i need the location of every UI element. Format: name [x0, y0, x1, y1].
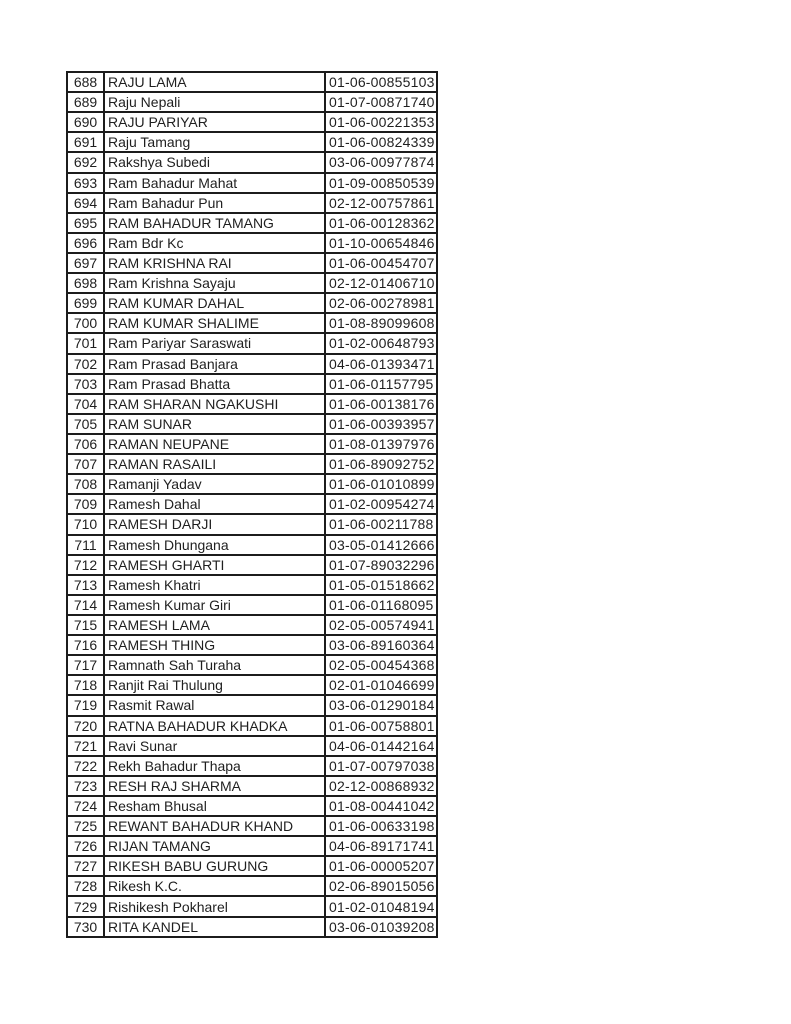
registration-id-cell: 01-06-00758801	[325, 716, 437, 736]
serial-number-cell: 718	[67, 675, 104, 695]
name-cell: RAM BAHADUR TAMANG	[104, 213, 325, 233]
table-row	[67, 92, 437, 112]
name-cell: Ravi Sunar	[104, 736, 325, 756]
roster-table-body	[67, 72, 437, 937]
table-row	[67, 595, 437, 615]
registration-id-cell: 02-06-89015056	[325, 876, 437, 896]
table-row	[67, 575, 437, 595]
registration-id-cell: 01-02-00954274	[325, 494, 437, 514]
serial-number-cell: 723	[67, 776, 104, 796]
registration-id-cell: 02-05-00574941	[325, 615, 437, 635]
roster-table	[66, 71, 438, 938]
table-row	[67, 695, 437, 715]
serial-number-cell: 717	[67, 655, 104, 675]
table-row	[67, 535, 437, 555]
name-cell: Ram Bdr Kc	[104, 233, 325, 253]
registration-id-cell: 04-06-01442164	[325, 736, 437, 756]
name-cell: RAMESH DARJI	[104, 514, 325, 534]
name-cell: RAMAN NEUPANE	[104, 434, 325, 454]
serial-number-cell: 726	[67, 836, 104, 856]
table-row	[67, 253, 437, 273]
table-row	[67, 816, 437, 836]
table-row	[67, 776, 437, 796]
registration-id-cell: 01-06-00005207	[325, 856, 437, 876]
table-row	[67, 514, 437, 534]
table-row	[67, 333, 437, 353]
table-row	[67, 555, 437, 575]
table-row	[67, 152, 437, 172]
serial-number-cell: 716	[67, 635, 104, 655]
name-cell: Rishikesh Pokharel	[104, 896, 325, 916]
serial-number-cell: 702	[67, 354, 104, 374]
name-cell: Raju Tamang	[104, 132, 325, 152]
table-row	[67, 655, 437, 675]
registration-id-cell: 01-02-01048194	[325, 896, 437, 916]
registration-id-cell: 01-06-01010899	[325, 474, 437, 494]
table-row	[67, 72, 437, 92]
registration-id-cell: 01-08-00441042	[325, 796, 437, 816]
name-cell: RAM KUMAR SHALIME	[104, 313, 325, 333]
serial-number-cell: 690	[67, 112, 104, 132]
registration-id-cell: 02-12-01406710	[325, 273, 437, 293]
registration-id-cell: 02-12-00757861	[325, 193, 437, 213]
table-row	[67, 756, 437, 776]
table-row	[67, 716, 437, 736]
registration-id-cell: 04-06-89171741	[325, 836, 437, 856]
registration-id-cell: 02-05-00454368	[325, 655, 437, 675]
registration-id-cell: 01-07-89032296	[325, 555, 437, 575]
name-cell: Ramesh Dhungana	[104, 535, 325, 555]
name-cell: RAM SUNAR	[104, 414, 325, 434]
table-row	[67, 414, 437, 434]
registration-id-cell: 01-05-01518662	[325, 575, 437, 595]
name-cell: Ram Prasad Banjara	[104, 354, 325, 374]
name-cell: RAM SHARAN NGAKUSHI	[104, 394, 325, 414]
serial-number-cell: 704	[67, 394, 104, 414]
registration-id-cell: 02-12-00868932	[325, 776, 437, 796]
name-cell: Ram Krishna Sayaju	[104, 273, 325, 293]
registration-id-cell: 01-06-00128362	[325, 213, 437, 233]
registration-id-cell: 03-06-89160364	[325, 635, 437, 655]
registration-id-cell: 01-08-89099608	[325, 313, 437, 333]
serial-number-cell: 688	[67, 72, 104, 92]
table-row	[67, 213, 437, 233]
name-cell: REWANT BAHADUR KHAND	[104, 816, 325, 836]
table-row	[67, 233, 437, 253]
serial-number-cell: 724	[67, 796, 104, 816]
registration-id-cell: 01-06-00454707	[325, 253, 437, 273]
table-row	[67, 394, 437, 414]
serial-number-cell: 721	[67, 736, 104, 756]
serial-number-cell: 700	[67, 313, 104, 333]
name-cell: Rekh Bahadur Thapa	[104, 756, 325, 776]
serial-number-cell: 705	[67, 414, 104, 434]
serial-number-cell: 696	[67, 233, 104, 253]
serial-number-cell: 722	[67, 756, 104, 776]
table-row	[67, 917, 437, 937]
name-cell: RITA KANDEL	[104, 917, 325, 937]
table-row	[67, 132, 437, 152]
table-row	[67, 293, 437, 313]
registration-id-cell: 03-06-00977874	[325, 152, 437, 172]
table-row	[67, 112, 437, 132]
name-cell: Ram Pariyar Saraswati	[104, 333, 325, 353]
serial-number-cell: 689	[67, 92, 104, 112]
serial-number-cell: 725	[67, 816, 104, 836]
registration-id-cell: 04-06-01393471	[325, 354, 437, 374]
serial-number-cell: 728	[67, 876, 104, 896]
name-cell: Ramnath Sah Turaha	[104, 655, 325, 675]
name-cell: RAMESH GHARTI	[104, 555, 325, 575]
name-cell: RATNA BAHADUR KHADKA	[104, 716, 325, 736]
table-row	[67, 856, 437, 876]
table-row	[67, 454, 437, 474]
name-cell: RAJU PARIYAR	[104, 112, 325, 132]
name-cell: Raju Nepali	[104, 92, 325, 112]
name-cell: Ram Prasad Bhatta	[104, 374, 325, 394]
table-row	[67, 354, 437, 374]
serial-number-cell: 707	[67, 454, 104, 474]
name-cell: RAMESH LAMA	[104, 615, 325, 635]
registration-id-cell: 01-06-00633198	[325, 816, 437, 836]
serial-number-cell: 697	[67, 253, 104, 273]
name-cell: Rikesh K.C.	[104, 876, 325, 896]
registration-id-cell: 01-06-01168095	[325, 595, 437, 615]
serial-number-cell: 711	[67, 535, 104, 555]
registration-id-cell: 01-06-01157795	[325, 374, 437, 394]
table-row	[67, 675, 437, 695]
serial-number-cell: 699	[67, 293, 104, 313]
table-row	[67, 434, 437, 454]
name-cell: Ram Bahadur Pun	[104, 193, 325, 213]
table-row	[67, 273, 437, 293]
serial-number-cell: 729	[67, 896, 104, 916]
name-cell: RAMESH THING	[104, 635, 325, 655]
serial-number-cell: 698	[67, 273, 104, 293]
table-row	[67, 193, 437, 213]
registration-id-cell: 02-06-00278981	[325, 293, 437, 313]
serial-number-cell: 706	[67, 434, 104, 454]
serial-number-cell: 712	[67, 555, 104, 575]
name-cell: RIJAN TAMANG	[104, 836, 325, 856]
serial-number-cell: 714	[67, 595, 104, 615]
name-cell: Ramesh Kumar Giri	[104, 595, 325, 615]
serial-number-cell: 695	[67, 213, 104, 233]
name-cell: RESH RAJ SHARMA	[104, 776, 325, 796]
registration-id-cell: 01-06-00824339	[325, 132, 437, 152]
registration-id-cell: 01-10-00654846	[325, 233, 437, 253]
registration-id-cell: 03-06-01290184	[325, 695, 437, 715]
serial-number-cell: 703	[67, 374, 104, 394]
name-cell: Rasmit Rawal	[104, 695, 325, 715]
name-cell: Ranjit Rai Thulung	[104, 675, 325, 695]
serial-number-cell: 713	[67, 575, 104, 595]
registration-id-cell: 01-06-00211788	[325, 514, 437, 534]
name-cell: RAM KRISHNA RAI	[104, 253, 325, 273]
serial-number-cell: 692	[67, 152, 104, 172]
registration-id-cell: 01-06-00221353	[325, 112, 437, 132]
name-cell: RAMAN RASAILI	[104, 454, 325, 474]
table-row	[67, 796, 437, 816]
table-row	[67, 494, 437, 514]
serial-number-cell: 693	[67, 173, 104, 193]
table-row	[67, 313, 437, 333]
name-cell: Ramanji Yadav	[104, 474, 325, 494]
name-cell: Ramesh Dahal	[104, 494, 325, 514]
registration-id-cell: 01-06-00855103	[325, 72, 437, 92]
registration-id-cell: 03-05-01412666	[325, 535, 437, 555]
table-row	[67, 736, 437, 756]
serial-number-cell: 727	[67, 856, 104, 876]
table-row	[67, 635, 437, 655]
serial-number-cell: 730	[67, 917, 104, 937]
registration-id-cell: 01-09-00850539	[325, 173, 437, 193]
table-row	[67, 474, 437, 494]
serial-number-cell: 720	[67, 716, 104, 736]
registration-id-cell: 01-06-89092752	[325, 454, 437, 474]
serial-number-cell: 691	[67, 132, 104, 152]
table-row	[67, 876, 437, 896]
registration-id-cell: 01-07-00797038	[325, 756, 437, 776]
table-row	[67, 896, 437, 916]
name-cell: Resham Bhusal	[104, 796, 325, 816]
serial-number-cell: 709	[67, 494, 104, 514]
name-cell: Ram Bahadur Mahat	[104, 173, 325, 193]
serial-number-cell: 710	[67, 514, 104, 534]
name-cell: Ramesh Khatri	[104, 575, 325, 595]
name-cell: RAM KUMAR DAHAL	[104, 293, 325, 313]
serial-number-cell: 701	[67, 333, 104, 353]
registration-id-cell: 03-06-01039208	[325, 917, 437, 937]
name-cell: Rakshya Subedi	[104, 152, 325, 172]
name-cell: RAJU LAMA	[104, 72, 325, 92]
serial-number-cell: 694	[67, 193, 104, 213]
registration-id-cell: 01-08-01397976	[325, 434, 437, 454]
serial-number-cell: 708	[67, 474, 104, 494]
table-row	[67, 173, 437, 193]
table-row	[67, 615, 437, 635]
registration-id-cell: 01-07-00871740	[325, 92, 437, 112]
table-row	[67, 836, 437, 856]
registration-id-cell: 01-06-00138176	[325, 394, 437, 414]
registration-id-cell: 02-01-01046699	[325, 675, 437, 695]
serial-number-cell: 715	[67, 615, 104, 635]
registration-id-cell: 01-06-00393957	[325, 414, 437, 434]
name-cell: RIKESH BABU GURUNG	[104, 856, 325, 876]
table-row	[67, 374, 437, 394]
serial-number-cell: 719	[67, 695, 104, 715]
registration-id-cell: 01-02-00648793	[325, 333, 437, 353]
